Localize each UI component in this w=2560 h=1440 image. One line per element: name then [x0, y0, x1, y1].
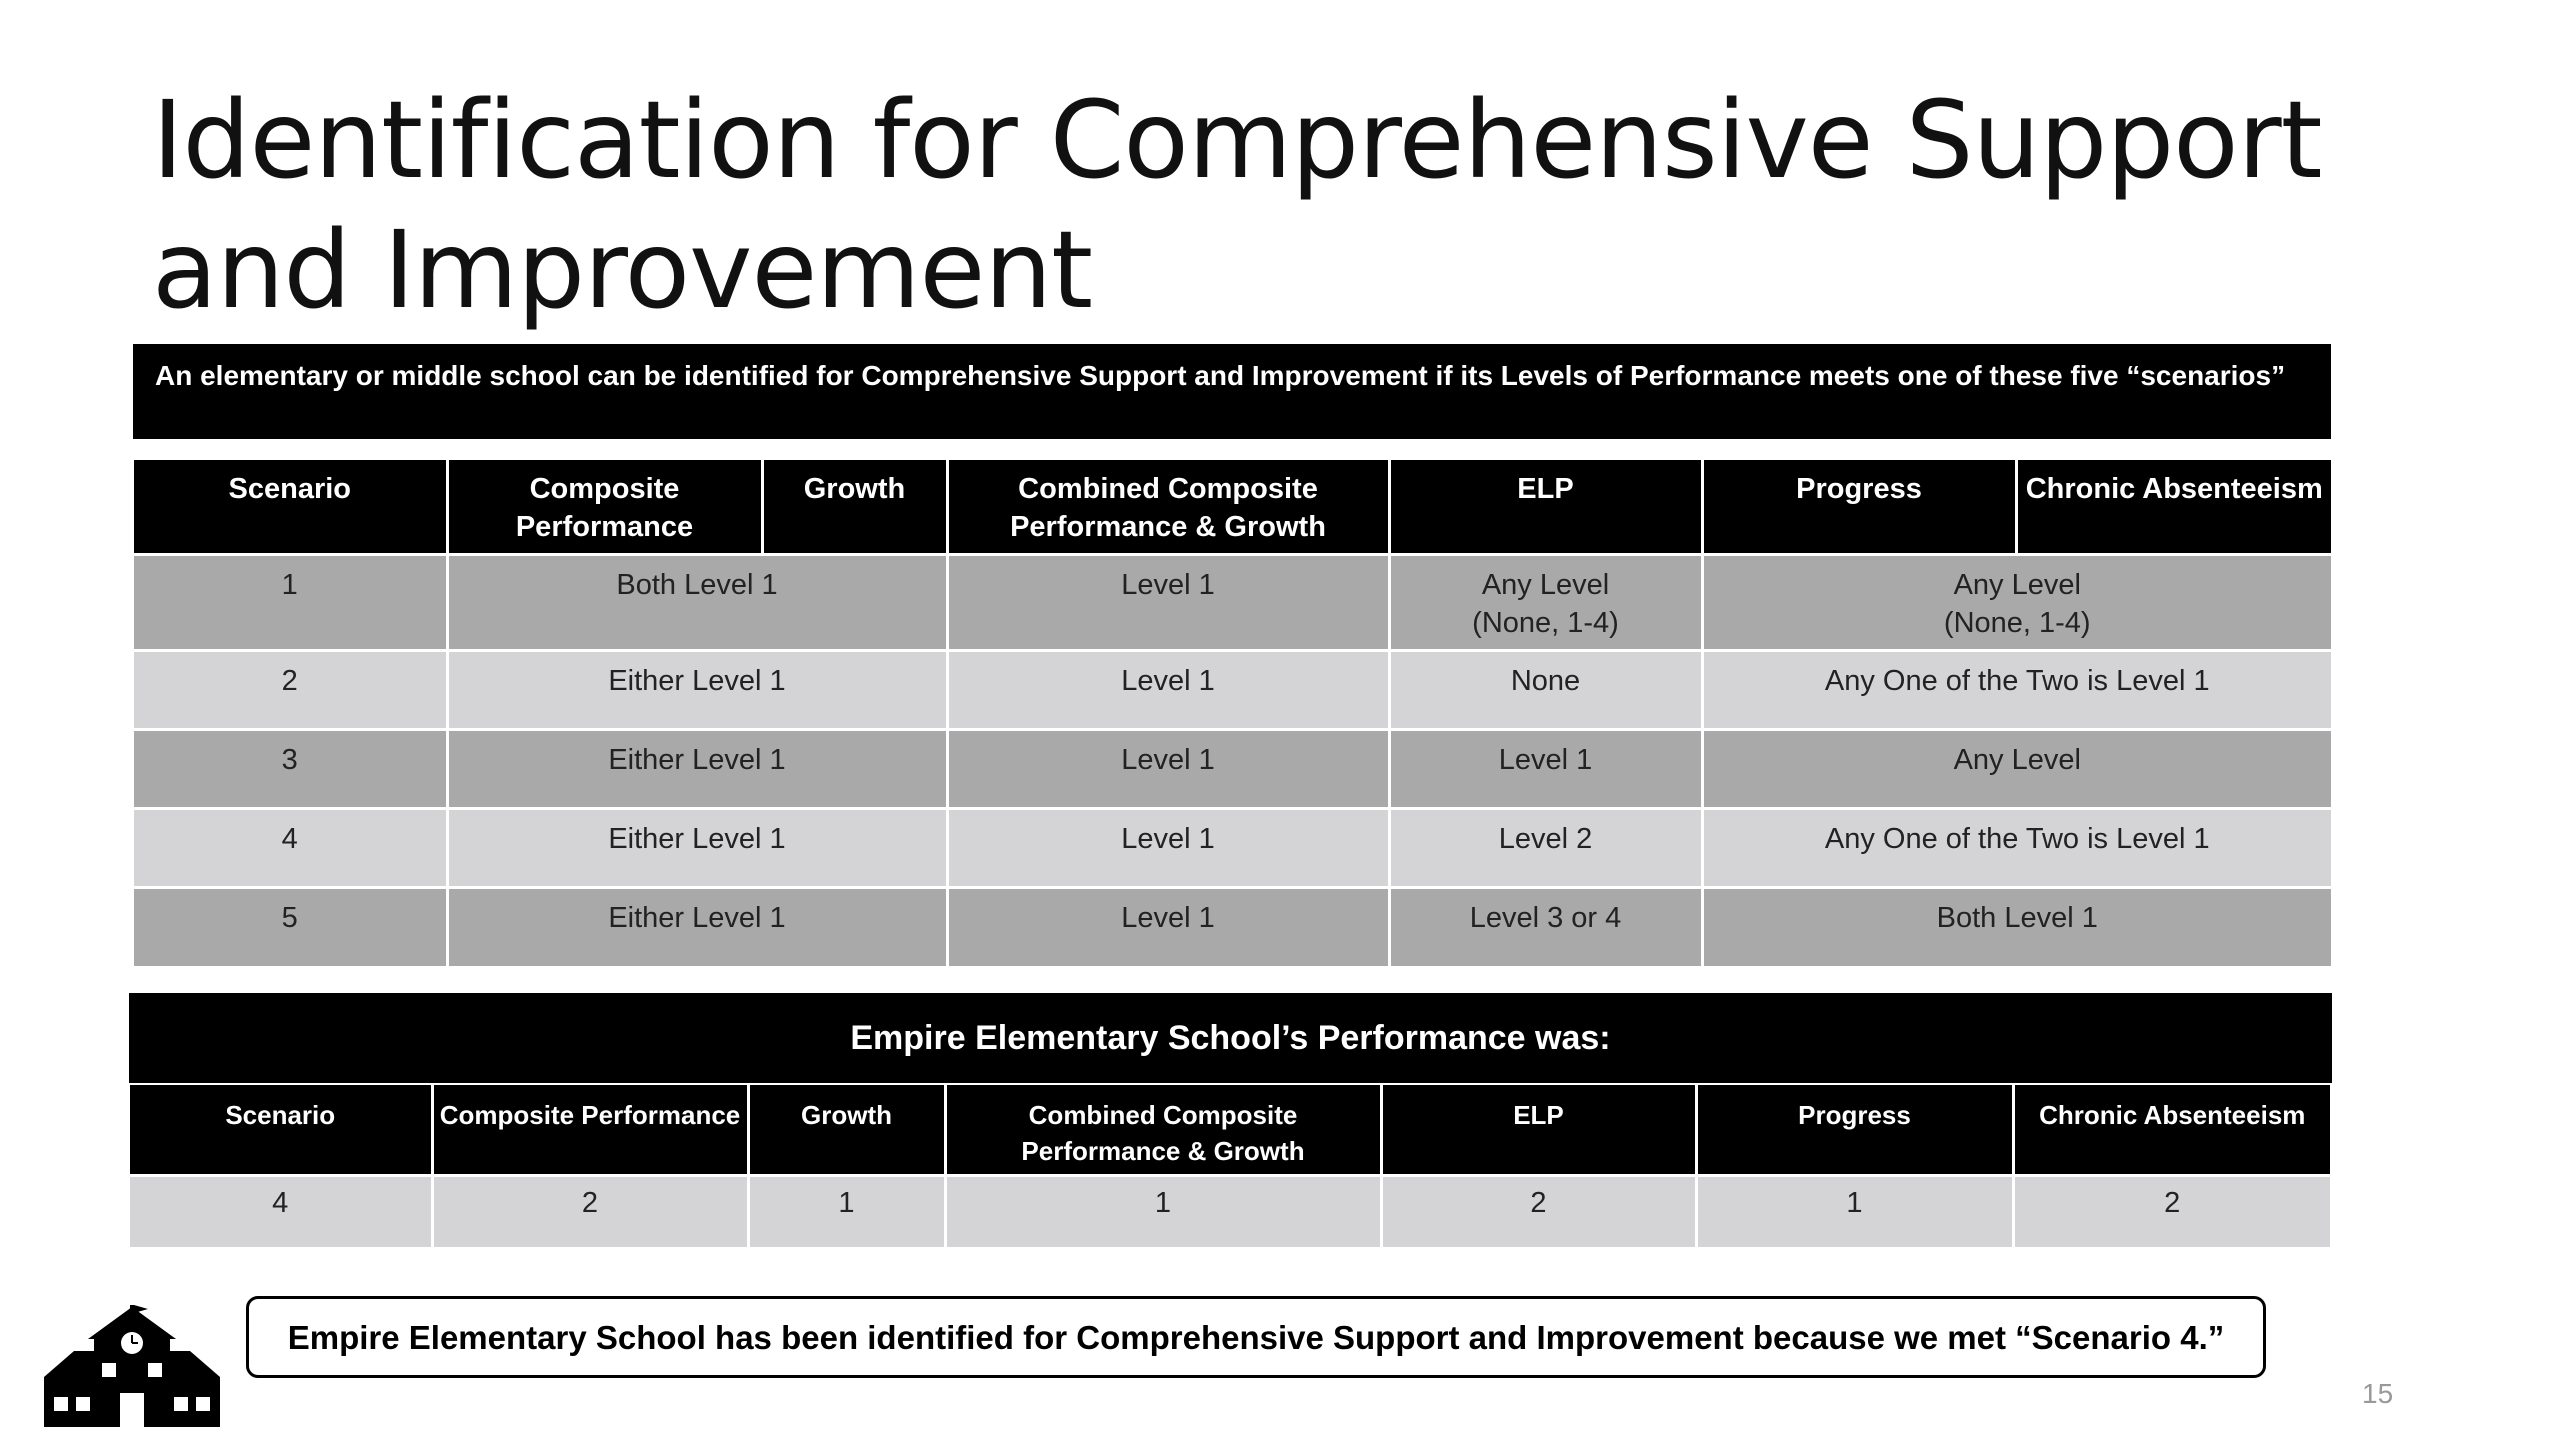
elp-cell: Any Level (None, 1-4) — [1389, 554, 1702, 650]
scenario-number: 2 — [134, 650, 447, 729]
perf-header-growth: Growth — [748, 1085, 945, 1175]
combined-cell: Level 1 — [947, 650, 1389, 729]
perf-value-chronic-absenteeism: 2 — [2013, 1175, 2330, 1247]
scenarios-header-row — [134, 460, 2331, 554]
page-number: 15 — [2362, 1378, 2394, 1409]
header-chronic-absenteeism: Chronic Absenteeism — [2016, 460, 2331, 554]
perf-value-growth: 1 — [748, 1175, 945, 1247]
combined-cell: Level 1 — [947, 729, 1389, 808]
header-progress: Progress — [1702, 460, 2016, 554]
table-row — [134, 650, 2331, 729]
table-row — [134, 729, 2331, 808]
performance-table — [130, 1085, 2330, 1247]
performance-header-row — [130, 1085, 2330, 1175]
table-row — [134, 554, 2331, 650]
table-row — [134, 887, 2331, 966]
perf-header-scenario: Scenario — [130, 1085, 432, 1175]
composite-growth-cell: Either Level 1 — [447, 808, 947, 887]
progress-absenteeism-cell: Both Level 1 — [1702, 887, 2331, 966]
perf-header-chronic-absenteeism: Chronic Absenteeism — [2013, 1085, 2330, 1175]
composite-growth-cell: Either Level 1 — [447, 650, 947, 729]
header-composite-performance: Composite Performance — [447, 460, 762, 554]
elp-cell: None — [1389, 650, 1702, 729]
scenarios-table — [134, 460, 2331, 966]
perf-header-elp: ELP — [1381, 1085, 1696, 1175]
table-row — [134, 808, 2331, 887]
perf-value-combined: 1 — [945, 1175, 1381, 1247]
combined-cell: Level 1 — [947, 554, 1389, 650]
scenario-number: 5 — [134, 887, 447, 966]
perf-value-elp: 2 — [1381, 1175, 1696, 1247]
progress-absenteeism-cell: Any Level — [1702, 729, 2331, 808]
result-callout: Empire Elementary School has been identified for Comprehensive Support and Improvement because we met “Scenario 4.” — [246, 1296, 2266, 1378]
progress-absenteeism-cell: Any One of the Two is Level 1 — [1702, 650, 2331, 729]
header-scenario: Scenario — [134, 460, 447, 554]
performance-values-row — [130, 1175, 2330, 1247]
progress-absenteeism-cell: Any Level (None, 1-4) — [1702, 554, 2331, 650]
elp-cell: Level 3 or 4 — [1389, 887, 1702, 966]
combined-cell: Level 1 — [947, 887, 1389, 966]
scenario-number: 4 — [134, 808, 447, 887]
scenario-number: 3 — [134, 729, 447, 808]
school-building-icon — [44, 1305, 220, 1427]
slide-title: Identification for Comprehensive Support and Improvement — [152, 79, 2322, 333]
intro-banner: An elementary or middle school can be identified for Comprehensive Support and Improvement if its Levels of Performance meets one of these five “scenarios” — [133, 344, 2331, 439]
perf-header-progress: Progress — [1696, 1085, 2013, 1175]
perf-value-composite-performance: 2 — [432, 1175, 748, 1247]
perf-header-combined: Combined Composite Performance & Growth — [945, 1085, 1381, 1175]
perf-value-scenario: 4 — [130, 1175, 432, 1247]
composite-growth-cell: Either Level 1 — [447, 729, 947, 808]
elp-cell: Level 2 — [1389, 808, 1702, 887]
combined-cell: Level 1 — [947, 808, 1389, 887]
header-growth: Growth — [762, 460, 947, 554]
perf-header-composite-performance: Composite Performance — [432, 1085, 748, 1175]
composite-growth-cell: Either Level 1 — [447, 887, 947, 966]
composite-growth-cell: Both Level 1 — [447, 554, 947, 650]
scenario-number: 1 — [134, 554, 447, 650]
header-combined: Combined Composite Performance & Growth — [947, 460, 1389, 554]
elp-cell: Level 1 — [1389, 729, 1702, 808]
progress-absenteeism-cell: Any One of the Two is Level 1 — [1702, 808, 2331, 887]
perf-value-progress: 1 — [1696, 1175, 2013, 1247]
header-elp: ELP — [1389, 460, 1702, 554]
performance-banner: Empire Elementary School’s Performance was: — [129, 993, 2332, 1083]
